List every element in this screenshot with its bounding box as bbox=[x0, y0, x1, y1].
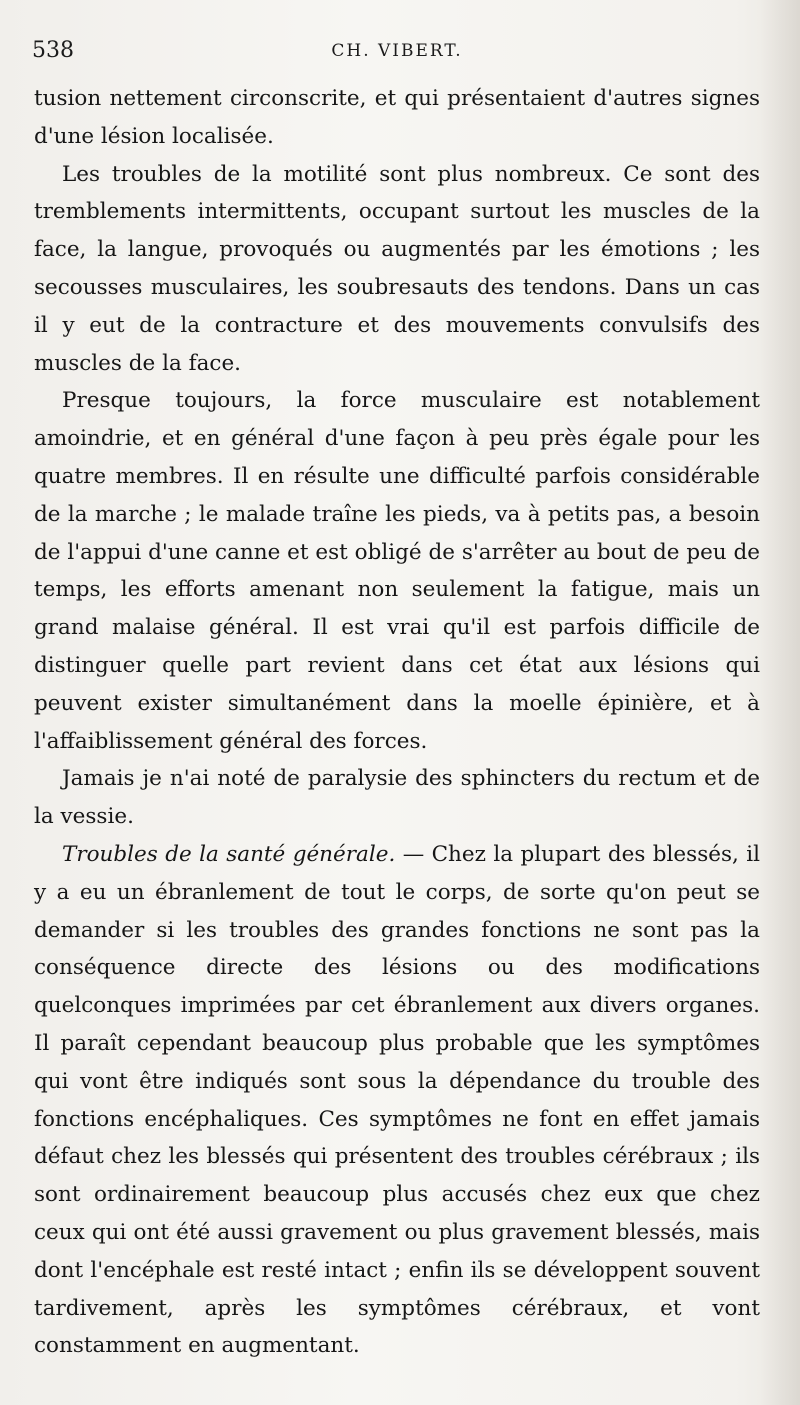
paragraph bbox=[34, 836, 760, 1365]
page-header bbox=[32, 38, 762, 68]
paragraph-text: — Chez la plupart des blessés, il y a eu un ébranlement de tout le corps, de sorte qu'on peut se demander si les troubles des grandes fonctions ne sont pas la conséquence directe des lésions ou des modifications quelconques imprimées par cet ébranlement aux divers organes. Il paraît cependant beaucoup plus probable que les symptômes qui vont être indiqués sont sous la dépendance du trouble des fonctions encéphaliques. Ces symptômes ne font en effet jamais défaut chez les blessés qui présentent des troubles cérébraux ; ils sont ordinairement beaucoup plus accusés chez eux que chez ceux qui ont été aussi gravement ou plus gravement blessés, mais dont l'encéphale est resté intact ; enfin ils se développent souvent tardivement, après les symptômes cérébraux, et vont constamment en augmentant. bbox=[34, 841, 760, 1359]
section-heading: Troubles de la santé générale. bbox=[62, 841, 396, 867]
paragraph: Presque toujours, la force musculaire est notablement amoindrie, et en général d'une façon à peu près égale pour les quatre membres. Il en résulte une difficulté parfois considérable de la marche ; le malade traîne les pieds, va à petits pas, a besoin de l'appui d'une canne et est obligé de s'arrêter au bout de peu de temps, les efforts amenant non seulement la fatigue, mais un grand malaise général. Il est vrai qu'il est parfois difficile de distinguer quelle part revient dans cet état aux lésions qui peuvent exister simultanément dans la moelle épinière, et à l'affaiblissement général des forces. bbox=[34, 388, 760, 754]
paragraph: Les troubles de la motilité sont plus nombreux. Ce sont des tremblements intermittents, occupant surtout les muscles de la face, la langue, provoqués ou augmentés par les émotions ; les secousses musculaires, les soubresauts des tendons. Dans un cas il y eut de la contracture et des mouvements convulsifs des muscles de la face. bbox=[34, 161, 760, 376]
page-edge-shadow bbox=[760, 0, 800, 1405]
running-title: CH. VIBERT. bbox=[331, 41, 463, 61]
page-number: 538 bbox=[32, 38, 74, 63]
paragraph: Jamais je n'ai noté de paralysie des sphincters du rectum et de la vessie. bbox=[34, 766, 760, 830]
body-text bbox=[34, 80, 760, 1365]
paragraph: tusion nettement circonscrite, et qui présentaient d'autres signes d'une lésion localisée. bbox=[34, 86, 760, 149]
